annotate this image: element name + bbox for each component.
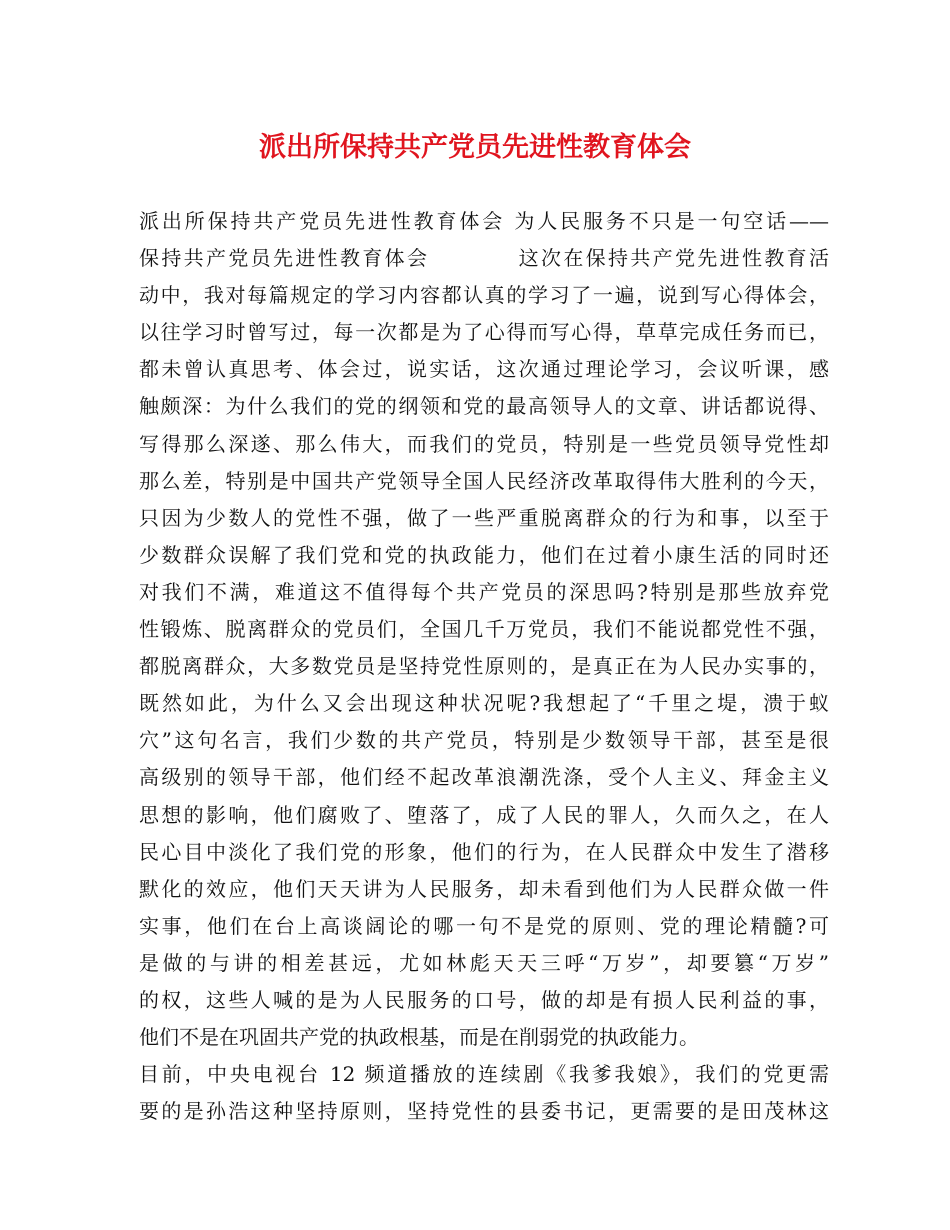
paragraph-line: 对我们不满，难道这不值得每个共产党员的深思吗?特别是那些放弃党 — [139, 579, 829, 604]
paragraph-line: 触颇深：为什么我们的党的纲领和党的最高领导人的文章、讲话都说得、 — [139, 394, 829, 419]
paragraph-line: 的权，这些人喊的是为人民服务的口号，做的却是有损人民利益的事， — [139, 987, 829, 1012]
paragraph-line: 以往学习时曾写过，每一次都是为了心得而写心得，草草完成任务而已， — [139, 320, 829, 345]
paragraph-line: 是做的与讲的相差甚远，尤如林彪天天三呼“万岁”，却要篡“万岁” — [139, 950, 829, 975]
paragraph-line: 目前，中央电视台 12 频道播放的连续剧《我爹我娘》，我们的党更需 — [139, 1062, 829, 1087]
paragraph-line: 都未曾认真思考、体会过，说实话，这次通过理论学习，会议听课，感 — [139, 357, 829, 382]
paragraph-line: 写得那么深遂、那么伟大，而我们的党员，特别是一些党员领导党性却 — [139, 431, 829, 456]
document-title: 派出所保持共产党员先进性教育体会 — [259, 132, 691, 163]
paragraph-line: 要的是孙浩这种坚持原则，坚持党性的县委书记，更需要的是田茂林这 — [139, 1099, 829, 1124]
paragraph-line: 少数群众误解了我们党和党的执政能力，他们在过着小康生活的同时还 — [139, 542, 829, 567]
paragraph-line: 民心目中淡化了我们党的形象，他们的行为，在人民群众中发生了潜移 — [139, 839, 829, 864]
paragraph-line: 性锻炼、脱离群众的党员们，全国几千万党员，我们不能说都党性不强， — [139, 617, 829, 642]
paragraph-line: 高级别的领导干部，他们经不起改革浪潮洗涤，受个人主义、拜金主义 — [139, 765, 829, 790]
paragraph-line: 动中，我对每篇规定的学习内容都认真的学习了一遍，说到写心得体会， — [139, 283, 829, 308]
paragraph-line: 默化的效应，他们天天讲为人民服务，却未看到他们为人民群众做一件 — [139, 876, 829, 901]
paragraph-line: 那么差，特别是中国共产党领导全国人民经济改革取得伟大胜利的今天， — [139, 468, 829, 493]
paragraph-line: 实事，他们在台上高谈阔论的哪一句不是党的原则、党的理论精髓?可 — [139, 913, 829, 938]
paragraph-line: 保持共产党员先进性教育体会 这次在保持共产党先进性教育活 — [139, 246, 829, 271]
paragraph — [139, 203, 829, 1056]
paragraph-line: 只因为少数人的党性不强，做了一些严重脱离群众的行为和事，以至于 — [139, 505, 829, 530]
paragraph-line: 思想的影响，他们腐败了、堕落了，成了人民的罪人，久而久之，在人 — [139, 802, 829, 827]
paragraph-line: 既然如此，为什么又会出现这种状况呢?我想起了“千里之堤，溃于蚁 — [139, 691, 829, 716]
paragraph-line: 派出所保持共产党员先进性教育体会 为人民服务不只是一句空话—— — [139, 209, 829, 233]
document-body — [139, 203, 829, 1130]
paragraph-line: 都脱离群众，大多数党员是坚持党性原则的，是真正在为人民办实事的， — [139, 654, 829, 679]
paragraph-line: 他们不是在巩固共产党的执政根基，而是在削弱党的执政能力。 — [139, 1025, 699, 1050]
paragraph-line: 穴”这句名言，我们少数的共产党员，特别是少数领导干部，甚至是很 — [139, 728, 829, 753]
paragraph — [139, 1056, 829, 1130]
